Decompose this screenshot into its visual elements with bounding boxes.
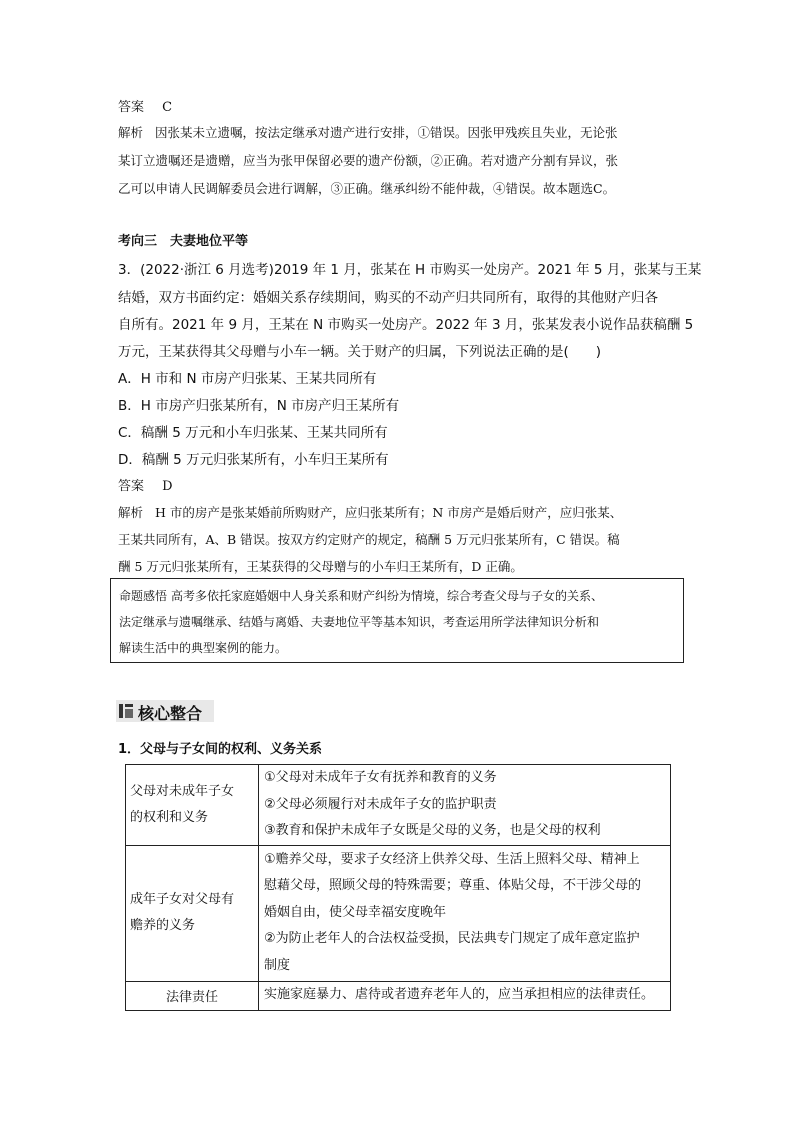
- answer-label: 答案: [118, 100, 145, 115]
- table-row-content: ①父母对未成年子女有抚养和教育的义务 ②父母必须履行对未成年子女的监护职责 ③教育和保护未成年子女既是父母的义务，也是父母的权利: [259, 765, 671, 846]
- option-c: C．稿酬 5 万元和小车归张某、王某共同所有: [118, 425, 388, 441]
- question-line-3: 自所有。2021 年 9 月，王某在 N 市购买一处房产。2022 年 3 月，张某发表小说作品获稿酬 5: [118, 317, 694, 333]
- table-row-content: 实施家庭暴力、虐待或者遗弃老年人的，应当承担相应的法律责任。: [259, 981, 671, 1010]
- rights-duties-table: [125, 764, 671, 1011]
- analysis-line-1: 解析 因张某未立遗嘱，按法定继承对遗产进行安排，①错误。因张甲残疾且失业，无论张: [118, 125, 618, 140]
- analysis-line-2: 王某共同所有，A、B 错误。按双方约定财产的规定，稿酬 5 万元归张某所有，C 错误。稿: [118, 532, 620, 547]
- analysis-line-3: 乙可以申请人民调解委员会进行调解，③正确。继承纠纷不能仲裁，④错误。故本题选C。: [118, 181, 616, 196]
- section-marker-icon: [119, 704, 133, 718]
- core-section-title: 核心整合: [138, 704, 203, 723]
- answer-line: [118, 96, 172, 115]
- table-row: [126, 981, 671, 1010]
- answer-line: [118, 475, 173, 494]
- table-row-content: ①赡养父母，要求子女经济上供养父母、生活上照料父母、精神上 慰藉父母，照顾父母的特殊需要；尊重、体贴父母，不干涉父母的 婚姻自由，使父母幸福安度晚年 ②为防止老年人的合法权益受损，民法典专门规定了成年意定监护 制度: [259, 845, 671, 981]
- table-row: [126, 765, 671, 846]
- analysis-line-1: 解析 H 市的房产是张某婚前所购财产，应归张某所有；N 市房产是婚后财产，应归张某、: [118, 505, 623, 520]
- table-row: [126, 845, 671, 981]
- section-title: 考向三 夫妻地位平等: [118, 234, 249, 249]
- question-line-4: 万元，王某获得其父母赠与小车一辆。关于财产的归属，下列说法正确的是( ): [118, 344, 602, 360]
- option-a: A．H 市和 N 市房产归张某、王某共同所有: [118, 371, 377, 387]
- insight-line-2: 法定继承与遗嘱继承、结婚与离婚、夫妻地位平等基本知识，考查运用所学法律知识分析和: [119, 615, 600, 629]
- option-b: B．H 市房产归张某所有，N 市房产归王某所有: [118, 398, 400, 414]
- answer-label: 答案: [118, 479, 145, 494]
- table-row-head: 法律责任: [126, 981, 259, 1010]
- answer-value: D: [162, 479, 173, 494]
- analysis-label: 解析: [118, 505, 144, 520]
- insight-line-1: 命题感悟 高考多依托家庭婚姻中人身关系和财产纠纷为情境，综合考查父母与子女的关系、: [119, 589, 604, 603]
- insight-label: 命题感悟: [119, 589, 168, 603]
- insight-line-3: 解读生活中的典型案例的能力。: [119, 641, 288, 655]
- analysis-line-3: 酬 5 万元归张某所有，王某获得的父母赠与的小车归王某所有，D 正确。: [118, 559, 523, 574]
- analysis-line-2: 某订立遗嘱还是遗赠，应当为张甲保留必要的遗产份额，②正确。若对遗产分割有异议，张: [118, 153, 619, 168]
- table-row-head: 父母对未成年子女 的权利和义务: [126, 765, 259, 846]
- answer-value: C: [162, 100, 173, 115]
- insight-box: [110, 578, 684, 663]
- question-line-2: 结婚，双方书面约定：婚姻关系存续期间，购买的不动产归共同所有，取得的其他财产归各: [118, 290, 658, 306]
- question-line-1: 3．(2022·浙江 6 月选考)2019 年 1 月，张某在 H 市购买一处房产。2021 年 5 月，张某与王某: [118, 262, 702, 278]
- table-row-head: 成年子女对父母有 赡养的义务: [126, 845, 259, 981]
- analysis-label: 解析: [118, 125, 144, 140]
- option-d: D．稿酬 5 万元归张某所有，小车归王某所有: [118, 452, 389, 468]
- point-title: 1．父母与子女间的权利、义务关系: [118, 742, 323, 757]
- core-section-header: [116, 700, 214, 722]
